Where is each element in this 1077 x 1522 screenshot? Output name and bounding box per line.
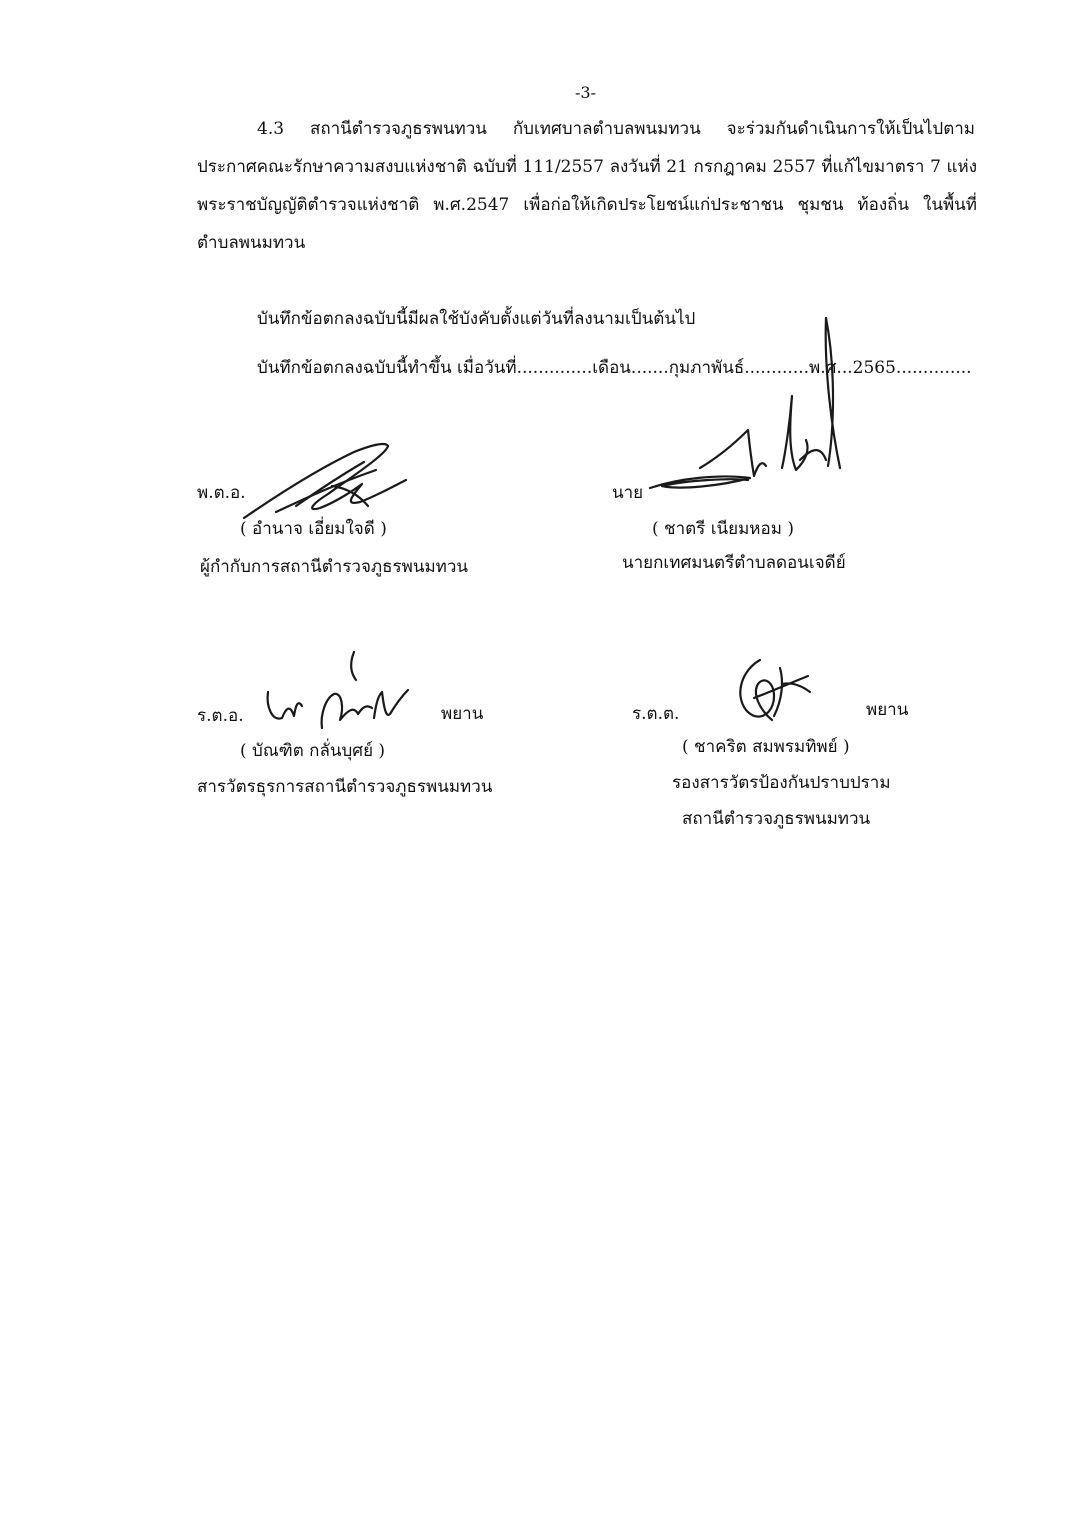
signature-4-image: [730, 654, 820, 734]
effective-statement: บันทึกข้อตกลงฉบับนี้มีผลใช้บังคับตั้งแต่วันที่ลงนามเป็นต้นไป: [257, 309, 696, 329]
signature-3-image: [262, 648, 422, 738]
paragraph-4-3-line-3: พระราชบัญญัติตำรวจแห่งชาติ พ.ศ.2547 เพื่อก่อให้เกิดประโยชน์แก่ประชาชน ชุมชน ท้องถิ่น ในพื้นที่: [197, 195, 977, 215]
made-date-statement: บันทึกข้อตกลงฉบับนี้ทำขึ้น เมื่อวันที่..............เดือน.......กุมภาพันธ์............พ.ศ...2565..............: [257, 358, 972, 378]
signatory-4-position-line-2: สถานีตำรวจภูธรพนมทวน: [682, 809, 871, 829]
signatory-4-position-line-1: รองสารวัตรป้องกันปราบปราม: [672, 773, 891, 793]
signatory-3-name: ( บัณฑิต กลั่นบุศย์ ): [240, 741, 386, 761]
signature-2-image: [640, 310, 850, 500]
paragraph-4-3-line-4: ตำบลพนมทวน: [197, 233, 306, 253]
page-number: -3-: [575, 83, 596, 102]
signatory-3-position: สารวัตรธุรการสถานีตำรวจภูธรพนมทวน: [197, 777, 493, 797]
signature-1-image: [236, 436, 416, 526]
signatory-3-role: พยาน: [441, 704, 484, 724]
signatory-2-prefix: นาย: [612, 483, 644, 503]
signatory-2-name: ( ชาตรี เนียมหอม ): [652, 519, 794, 539]
signatory-1-position: ผู้กำกับการสถานีตำรวจภูธรพนมทวน: [200, 557, 469, 577]
signatory-1-prefix: พ.ต.อ.: [197, 483, 246, 503]
paragraph-4-3-line-1: 4.3 สถานีตำรวจภูธรพนทวน กับเทศบาลตำบลพนมทวน จะร่วมกันดำเนินการให้เป็นไปตาม: [257, 119, 975, 139]
signatory-4-name: ( ชาคริต สมพรมทิพย์ ): [682, 737, 850, 757]
signatory-4-role: พยาน: [866, 700, 909, 720]
signatory-3-prefix: ร.ต.อ.: [197, 706, 244, 726]
signatory-2-position: นายกเทศมนตรีตำบลดอนเจดีย์: [622, 553, 846, 573]
signatory-1-name: ( อำนาจ เอี่ยมใจดี ): [240, 519, 387, 539]
signatory-4-prefix: ร.ต.ต.: [632, 704, 680, 724]
paragraph-4-3-line-2: ประกาศคณะรักษาความสงบแห่งชาติ ฉบับที่ 111/2557 ลงวันที่ 21 กรกฎาคม 2557 ที่แก้ไขมาตรา 7 แห่ง: [197, 157, 977, 177]
